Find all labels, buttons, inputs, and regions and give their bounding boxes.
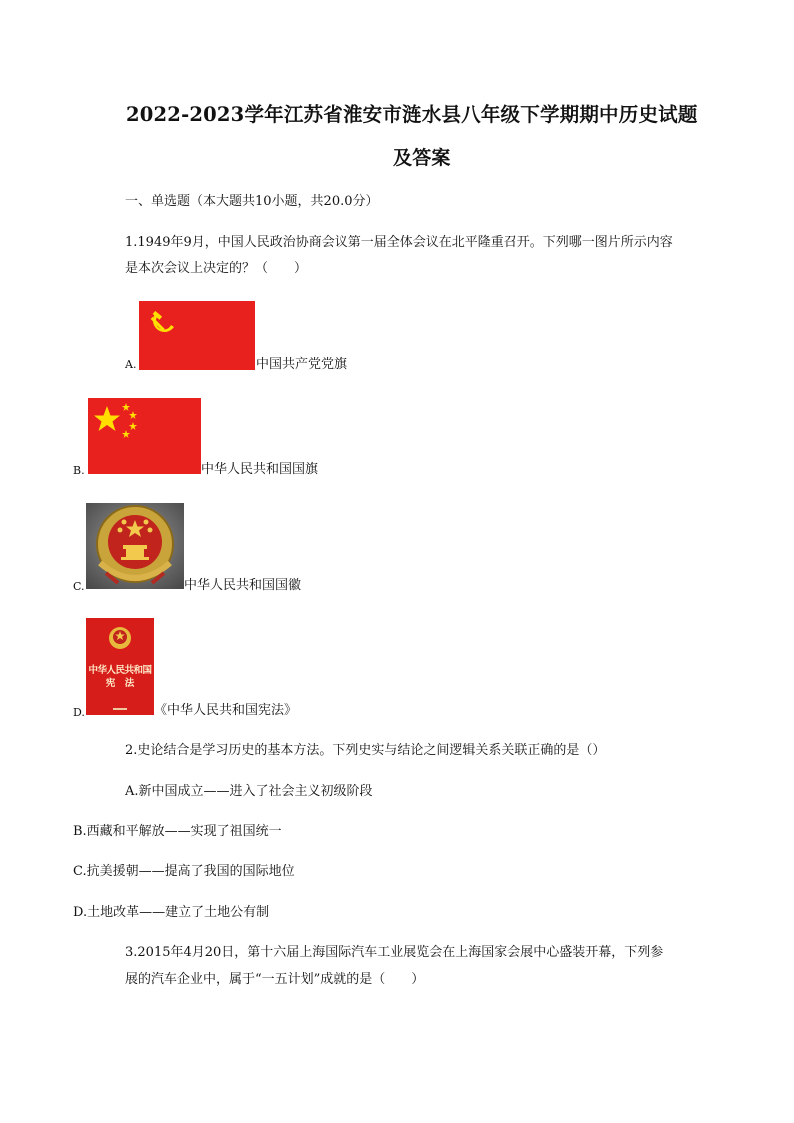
- option-d-letter: D.: [73, 706, 85, 719]
- question-2-option-c: C.抗美援朝——提高了我国的国际地位: [73, 864, 295, 879]
- party-flag-image: [139, 301, 255, 370]
- question-3-line2: 展的汽车企业中，属于“一五计划”成就的是（ ）: [125, 972, 425, 987]
- national-emblem-image: [86, 503, 184, 589]
- option-a-letter: A.: [125, 358, 137, 371]
- question-1-line2: 是本次会议上决定的？（ ）: [125, 261, 308, 276]
- document-title-line2: 及答案: [393, 147, 451, 169]
- option-c-label: 中华人民共和国国徽: [184, 578, 302, 593]
- question-2-text: 2.史论结合是学习历史的基本方法。下列史实与结论之间逻辑关系关联正确的是（）: [125, 743, 606, 758]
- question-2-option-a: A.新中国成立——进入了社会主义初级阶段: [125, 784, 373, 799]
- national-flag-image: [88, 398, 201, 474]
- option-b-letter: B.: [73, 464, 85, 477]
- option-c-letter: C.: [73, 580, 85, 593]
- question-3-line1: 3.2015年4月20日，第十六届上海国际汽车工业展览会在上海国家会展中心盛装开幕，下列参: [125, 945, 664, 960]
- constitution-book-image: [86, 618, 154, 715]
- option-b-label: 中华人民共和国国旗: [201, 462, 319, 477]
- question-2-option-b: B.西藏和平解放——实现了祖国统一: [73, 824, 282, 839]
- document-title-line1: 2022-2023学年江苏省淮安市涟水县八年级下学期期中历史试题: [126, 103, 698, 126]
- book-title-line1: 中华人民共和国: [88, 665, 152, 676]
- option-d-label: 《中华人民共和国宪法》: [154, 703, 298, 718]
- question-1-line1: 1.1949年9月，中国人民政治协商会议第一届全体会议在北平隆重召开。下列哪一图片所示内容: [125, 235, 673, 250]
- book-title-line2: 宪 法: [105, 678, 135, 689]
- section-header: 一、单选题（本大题共10小题，共20.0分）: [125, 194, 379, 209]
- option-a-label: 中国共产党党旗: [256, 357, 348, 372]
- question-2-option-d: D.土地改革——建立了土地公有制: [73, 905, 270, 920]
